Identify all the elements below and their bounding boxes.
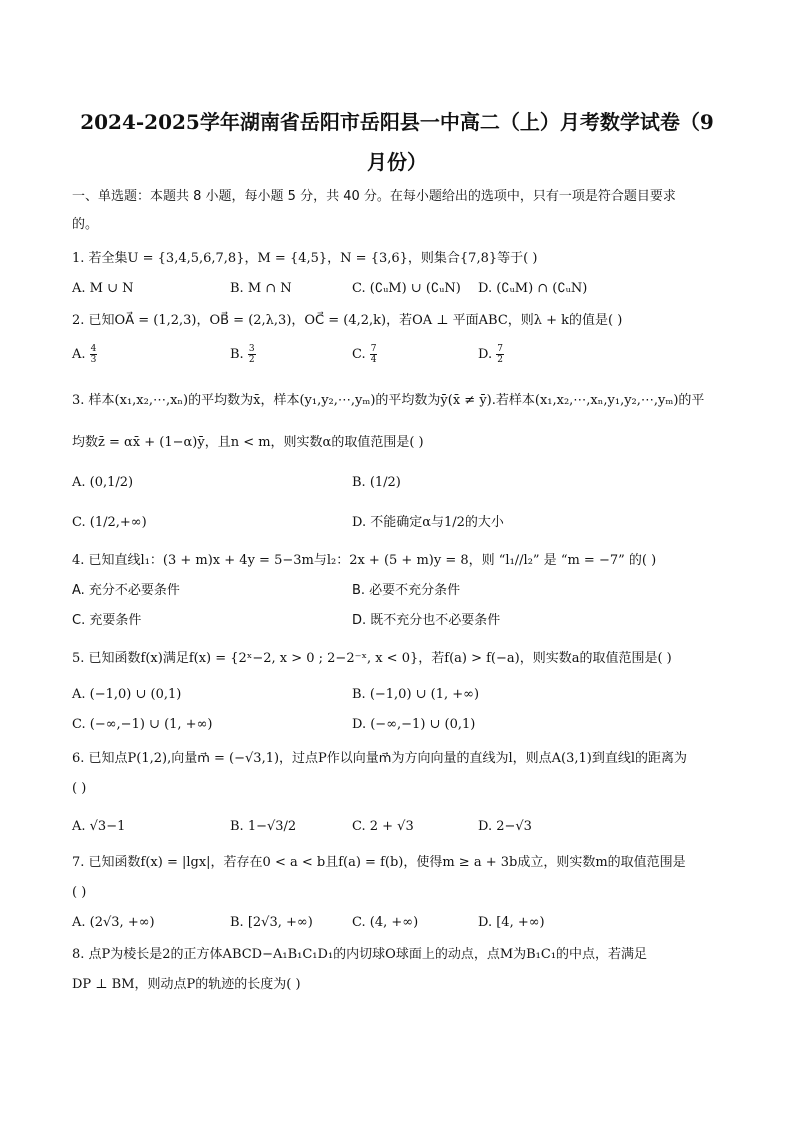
question-8-stem-line2: DP ⊥ BM，则动点P的轨迹的长度为( ) xyxy=(72,977,301,992)
question-3-option-c: C. (1/2,+∞) xyxy=(72,515,147,530)
question-6-stem-line2: ( ) xyxy=(72,781,87,796)
exam-title-line1: 2024-2025学年湖南省岳阳市岳阳县一中高二（上）月考数学试卷（9 xyxy=(80,110,714,134)
question-7-option-b: B. [2√3, +∞) xyxy=(230,915,313,930)
question-3-stem-line1: 3. 样本(x₁,x₂,⋯,xₙ)的平均数为x̄，样本(y₁,y₂,⋯,yₘ)的平均数为ȳ(x̄ ≠ ȳ).若样本(x₁,x₂,⋯,xₙ,y₁,y₂,⋯,yₘ)的平 xyxy=(72,393,705,408)
question-7-option-a: A. (2√3, +∞) xyxy=(72,915,155,930)
question-6-option-c: C. 2 + √3 xyxy=(352,819,414,834)
section-instructions-line1: 一、单选题：本题共 8 小题，每小题 5 分，共 40 分。在每小题给出的选项中，只有一项是符合题目要求 xyxy=(72,189,676,204)
question-3-option-d: D. 不能确定α与1/2的大小 xyxy=(352,515,504,530)
question-1-option-c: C. (∁ᵤM) ∪ (∁ᵤN) xyxy=(352,281,461,296)
question-4-option-a: A. 充分不必要条件 xyxy=(72,583,180,598)
question-7-option-c: C. (4, +∞) xyxy=(352,915,419,930)
question-6-option-d: D. 2−√3 xyxy=(478,819,532,834)
exam-title-line2: 月份） xyxy=(367,150,427,174)
question-6-stem-line1: 6. 已知点P(1,2),向量m⃗ = (−√3,1)，过点P作以向量m⃗为方向向量的直线为l，则点A(3,1)到直线l的距离为 xyxy=(72,751,687,766)
question-5-option-c: C. (−∞,−1) ∪ (1, +∞) xyxy=(72,717,213,732)
question-4-stem: 4. 已知直线l₁：(3 + m)x + 4y = 5−3m与l₂：2x + (5 + m)y = 8，则 “l₁//l₂” 是 “m = −7” 的( ) xyxy=(72,553,657,568)
question-1-option-a: A. M ∪ N xyxy=(72,281,134,296)
question-3-option-a: A. (0,1/2) xyxy=(72,475,134,490)
question-5-option-d: D. (−∞,−1) ∪ (0,1) xyxy=(352,717,476,732)
question-2-option-a: A. $\frac{4}{3}$ xyxy=(72,344,97,365)
fraction: $\frac{4}{3}$ xyxy=(90,344,97,365)
question-1-stem: 1. 若全集U = {3,4,5,6,7,8}，M = {4,5}，N = {3,6}，则集合{7,8}等于( ) xyxy=(72,251,538,266)
question-2-option-d: D. $\frac{7}{2}$ xyxy=(478,344,503,365)
question-1-option-d: D. (∁ᵤM) ∩ (∁ᵤN) xyxy=(478,281,588,296)
question-2-stem: 2. 已知OA⃗ = (1,2,3)，OB⃗ = (2,λ,3)，OC⃗ = (4,2,k)，若OA ⊥ 平面ABC，则λ + k的值是( ) xyxy=(72,313,623,328)
question-4-option-b: B. 必要不充分条件 xyxy=(352,583,461,598)
question-3-stem-line2: 均数z̄ = αx̄ + (1−α)ȳ，且n < m，则实数α的取值范围是( ) xyxy=(72,435,424,450)
fraction: $\frac{7}{2}$ xyxy=(497,344,503,365)
question-7-stem-line2: ( ) xyxy=(72,885,87,900)
question-3-option-b: B. (1/2) xyxy=(352,475,401,490)
question-1-option-b: B. M ∩ N xyxy=(230,281,292,296)
question-5-option-a: A. (−1,0) ∪ (0,1) xyxy=(72,687,182,702)
question-8-stem-line1: 8. 点P为棱长是2的正方体ABCD−A₁B₁C₁D₁的内切球O球面上的动点，点M为B₁C₁的中点，若满足 xyxy=(72,947,648,962)
question-4-option-c: C. 充要条件 xyxy=(72,613,142,628)
question-6-option-a: A. √3−1 xyxy=(72,819,126,834)
question-5-stem: 5. 已知函数f(x)满足f(x) = {2ˣ−2, x > 0 ; 2−2⁻ˣ, x < 0}，若f(a) > f(−a)，则实数a的取值范围是( ) xyxy=(72,651,672,666)
fraction: $\frac{7}{4}$ xyxy=(370,344,377,365)
question-4-option-d: D. 既不充分也不必要条件 xyxy=(352,613,501,628)
fraction: $\frac{3}{2}$ xyxy=(248,344,255,365)
question-2-option-b: B. $\frac{3}{2}$ xyxy=(230,344,255,365)
question-5-option-b: B. (−1,0) ∪ (1, +∞) xyxy=(352,687,480,702)
question-6-option-b: B. 1−√3/2 xyxy=(230,819,297,834)
section-instructions-line2: 的。 xyxy=(72,217,99,232)
question-7-stem-line1: 7. 已知函数f(x) = |lgx|，若存在0 < a < b且f(a) = f(b)，使得m ≥ a + 3b成立，则实数m的取值范围是 xyxy=(72,855,686,870)
question-2-option-c: C. $\frac{7}{4}$ xyxy=(352,344,377,365)
question-7-option-d: D. [4, +∞) xyxy=(478,915,545,930)
